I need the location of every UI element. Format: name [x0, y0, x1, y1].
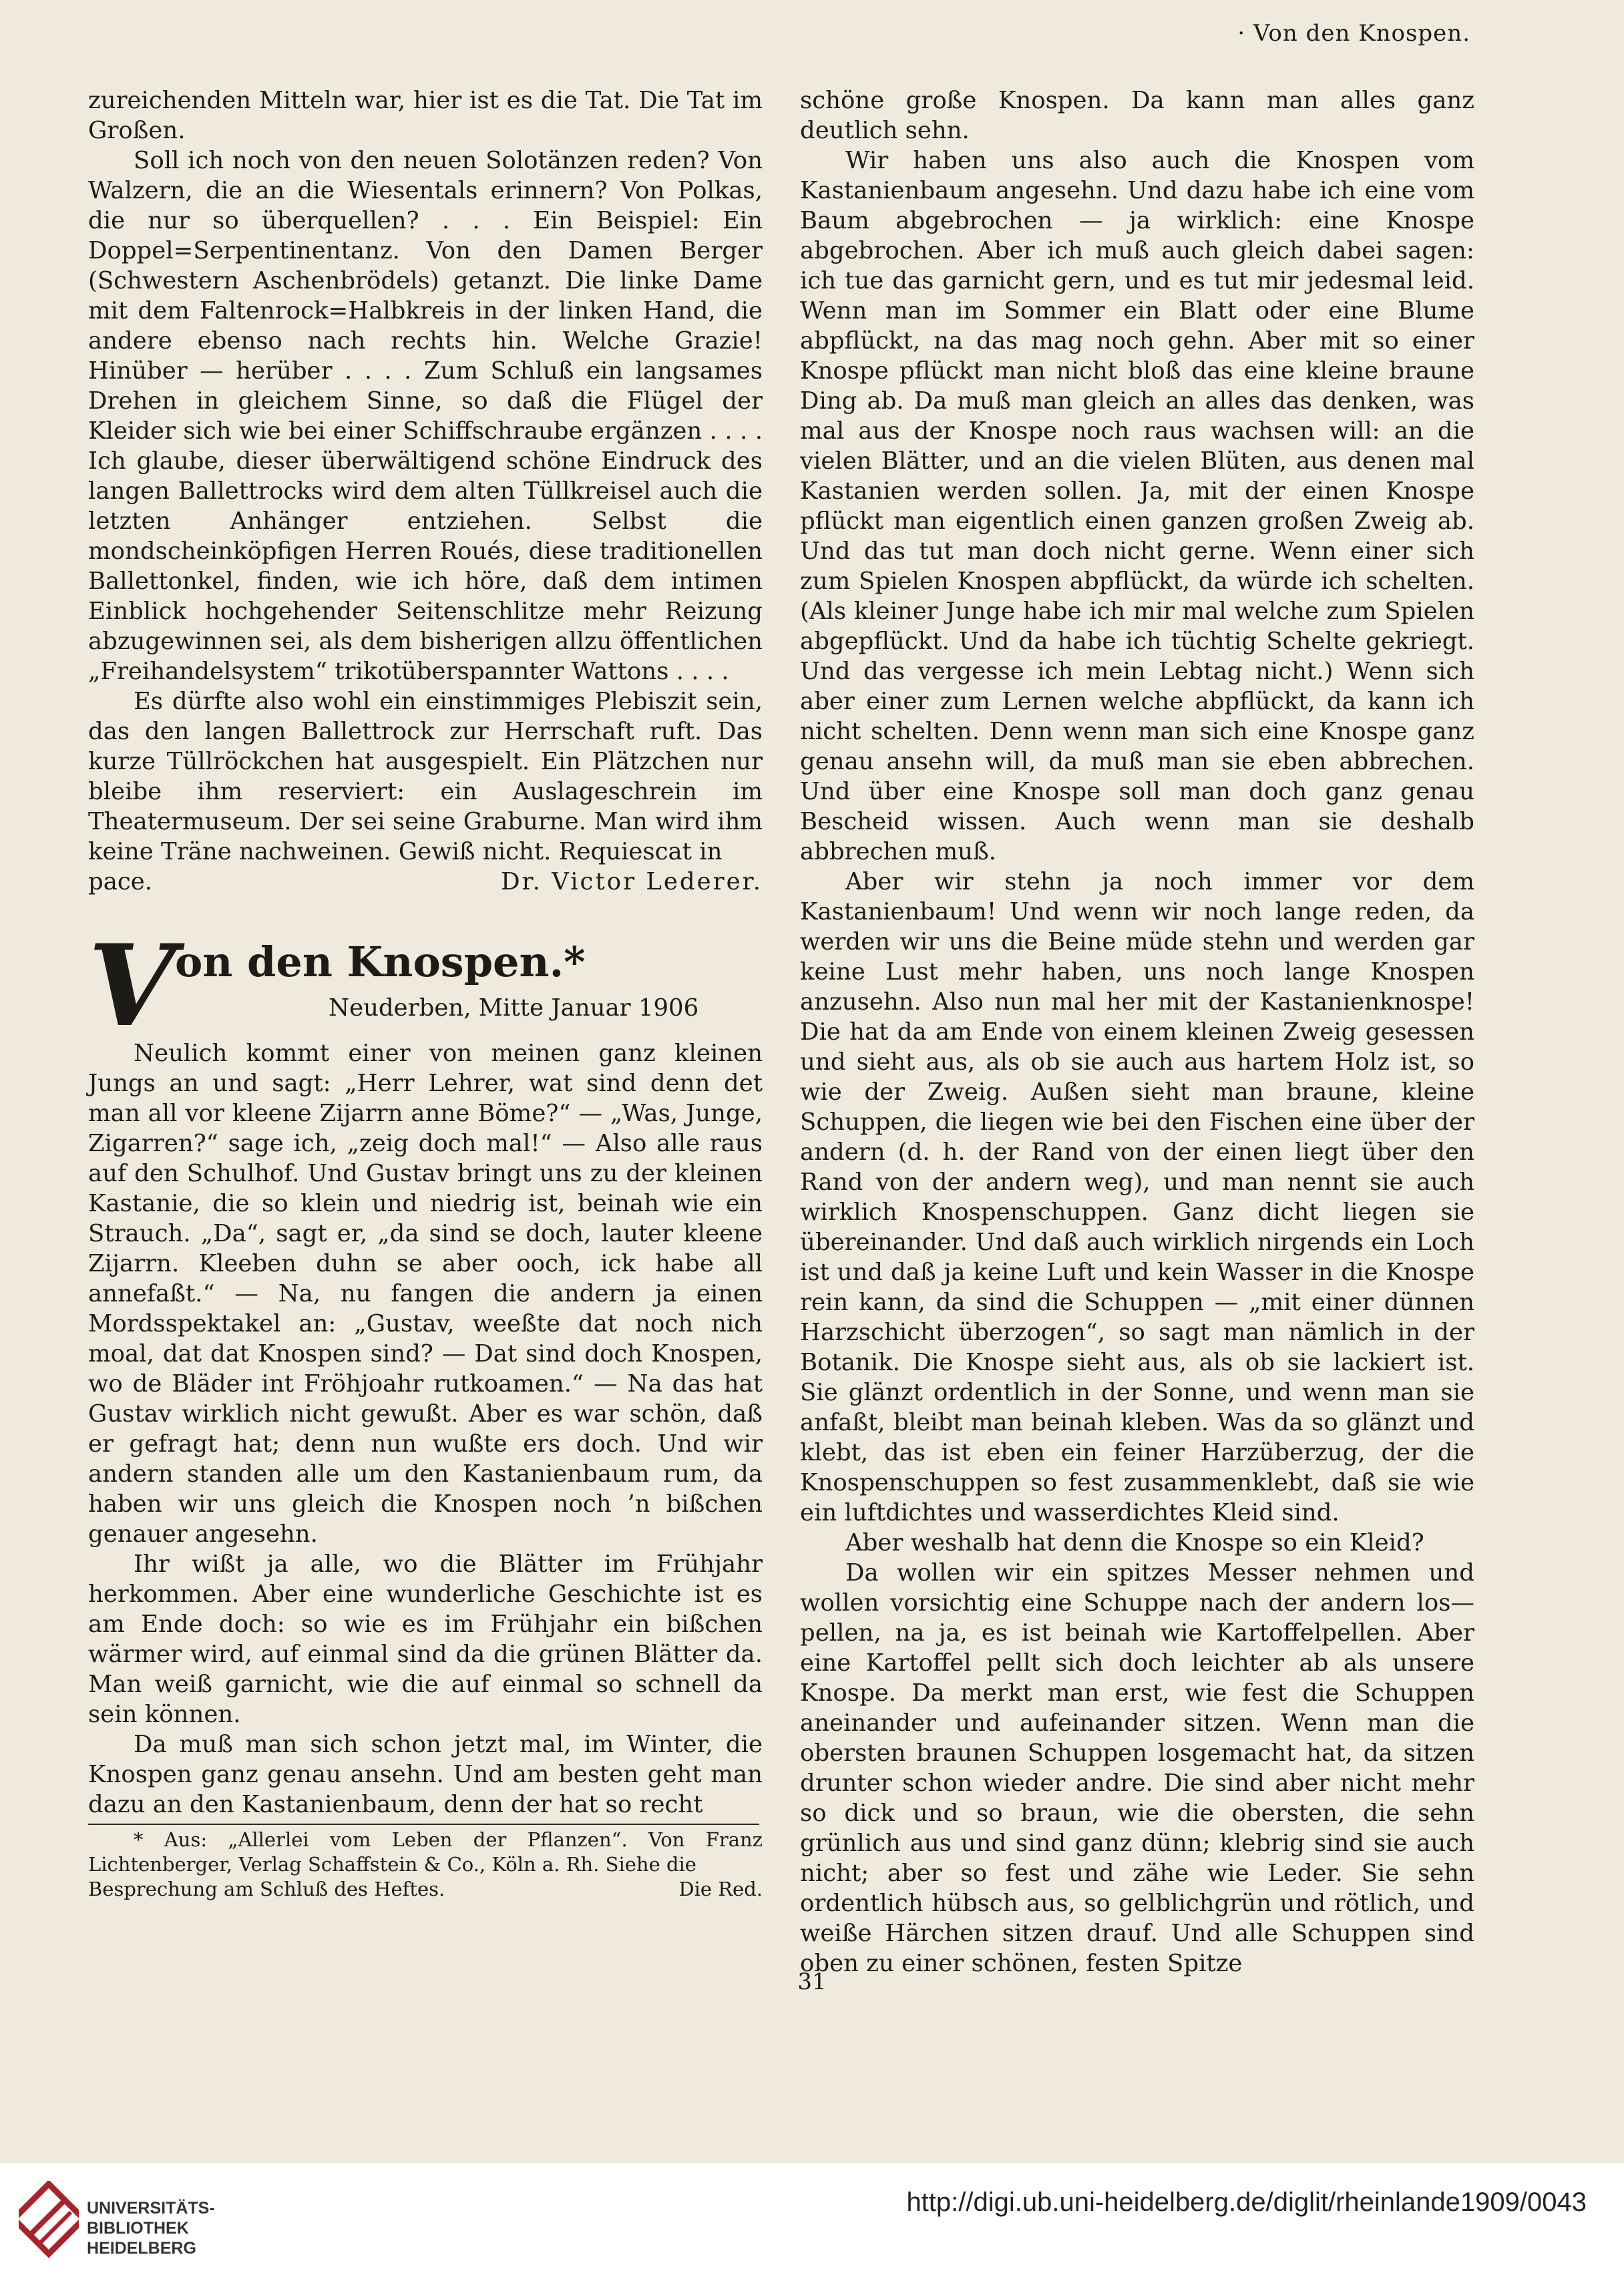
dateline: Neuderben, Mitte Januar 1906 — [329, 994, 699, 1022]
paragraph: Ihr wißt ja alle, wo die Blätter im Frühjahr herkommen. Aber eine wunderliche Geschichte ist es am Ende doch: so wie es im Frühjahr ein bißchen wärmer wird, auf einmal sind da die grünen Blätter da. Man weiß garnicht, wie die auf einmal so schnell da sein können. — [88, 1550, 763, 1728]
footnote — [88, 1828, 763, 1902]
source-url-link[interactable]: http://digi.ub.uni-heidelberg.de/diglit/rheinlande1909/0043 — [906, 2188, 1587, 2217]
university-library-logo-icon — [19, 2181, 79, 2268]
right-column — [800, 85, 1474, 1979]
signature-pace: pace. — [88, 868, 153, 895]
article-title: on den Knospen.* — [175, 938, 586, 986]
running-head: · Von den Knospen. — [1237, 20, 1470, 47]
signature-line — [88, 867, 763, 897]
article-heading — [88, 919, 763, 1052]
author-signature: Dr. Victor Lederer. — [501, 868, 763, 895]
drop-cap: V — [88, 919, 176, 1052]
library-line: HEIDELBERG — [87, 2239, 196, 2258]
footnote-end — [88, 1877, 763, 1902]
paragraph: schöne große Knospen. Da kann man alles ganz deutlich sehn. — [800, 87, 1474, 144]
title-block — [175, 936, 763, 1023]
paragraph: Da muß man sich schon jetzt mal, im Winter, die Knospen ganz genau ansehn. Und am besten geht man dazu an den Kastanienbaum, denn der hat so recht — [88, 1731, 763, 1818]
library-line: UNIVERSITÄTS- — [87, 2199, 215, 2218]
paragraph: Da wollen wir ein spitzes Messer nehmen und wollen vorsichtig eine Schuppe nach der andern los—pellen, na ja, es ist beinah wie Kartoffelpellen. Aber eine Kartoffel pellt sich doch leichter ab als unsere Knospe. Da merkt man erst, wie fest die Schuppen aneinander und aufeinander sitzen. Wenn man die obersten braunen Schuppen losgemacht hat, da sitzen drunter schon wieder andre. Die sind aber nicht mehr so dick und so braun, wie die obersten, die sehn grünlich aus und sind ganz dünn; klebrig sind sie auch nicht; aber so fest und zähe wie Leder. Sie sehn ordentlich hübsch aus, so gelblichgrün und rötlich, und weiße Härchen sitzen drauf. Und alle Schuppen sind oben zu einer schönen, festen Spitze — [800, 1559, 1474, 1977]
library-name — [87, 2198, 215, 2258]
library-line: BIBLIOTHEK — [87, 2219, 189, 2238]
paragraph: Neulich kommt einer von meinen ganz kleinen Jungs an und sagt: „Herr Lehrer, wat sind denn det man all vor kleene Zijarrn anne Böme?“ — „Was, Junge, Zigarren?“ sage ich, „zeig doch mal!“ — Also alle raus auf den Schulhof. Und Gustav bringt uns zu der kleinen Kastanie, die so klein und niedrig ist, beinah wie ein Strauch. „Da“, sagt er, „da sind se doch, lauter kleene Zijarrn. Kleeben duhn se aber ooch, ick habe all annefaßt.“ — Na, nu fangen die andern ja einen Mordsspektakel an: „Gustav, weeßte dat noch nich moal, dat dat Knospen sind? — Dat sind doch Knospen, wo de Bläder int Fröhjoahr rutkoamen.“ — Na das hat Gustav wirklich nicht gewußt. Aber es war schön, daß er gefragt hat; denn nun wußte ers doch. Und wir andern standen alle um den Kastanienbaum rum, da haben wir uns gleich die Knospen noch ’n bißchen genauer angesehn. — [88, 1040, 763, 1548]
paragraph: Wir haben uns also auch die Knospen vom Kastanienbaum angesehn. Und dazu habe ich eine vom Baum abgebrochen — ja wirklich: eine Knospe abgebrochen. Aber ich muß auch gleich dabei sagen: ich tue das garnicht gern, und es tut mir jedesmal leid. Wenn man im Sommer ein Blatt oder eine Blume abpflückt, na das mag noch gehn. Aber mit so einer Knospe pflückt man nicht bloß das eine kleine braune Ding ab. Da muß man gleich an alles das denken, was mal aus der Knospe noch raus wachsen will: an die vielen Blätter, und an die vielen Blüten, aus denen mal Kastanien werden sollen. Ja, mit der einen Knospe pflückt man eigentlich einen ganzen großen Zweig ab. Und das tut man doch nicht gerne. Wenn einer sich zum Spielen Knospen abpflückt, da würde ich schelten. (Als kleiner Junge habe ich mir mal welche zum Spielen abgepflückt. Und da habe ich tüchtig Schelte gekriegt. Und das vergesse ich mein Lebtag nicht.) Wenn sich aber einer zum Lernen welche abpflückt, da kann ich nicht schelten. Denn wenn man sich eine Knospe ganz genau ansehn will, da muß man sie eben abbrechen. Und über eine Knospe soll man doch ganz genau Bescheid wissen. Auch wenn man sie deshalb abbrechen muß. — [800, 147, 1474, 865]
left-column — [88, 85, 763, 1902]
page-number: 31 — [797, 1968, 827, 1995]
paragraph: Aber wir stehn ja noch immer vor dem Kastanienbaum! Und wenn wir noch lange reden, da werden wir uns die Beine müde stehn und werden gar keine Lust mehr haben, uns noch lange Knospen anzusehn. Also nun mal her mit der Kastanienknospe! Die hat da am Ende von einem kleinen Zweig gesessen und sieht aus, als ob sie auch aus hartem Holz ist, so wie der Zweig. Außen sieht man braune, kleine Schuppen, die liegen wie bei den Fischen eine über der andern (d. h. der Rand von der einen liegt über den Rand von der andern weg), und man nennt sie auch wirklich Knospenschuppen. Ganz dicht liegen sie übereinander. Und daß auch wirklich nirgends ein Loch ist und daß ja keine Luft und kein Wasser in die Knospe rein kann, da sind die Schuppen — „mit einer dünnen Harzschicht überzogen“, so sagt man nämlich in der Botanik. Die Knospe sieht aus, als ob sie lackiert ist. Sie glänzt ordentlich in der Sonne, und wenn man sie anfaßt, bleibt man beinah kleben. Was da so glänzt und klebt, das ist eben ein feiner Harzüberzug, der die Knospenschuppen so fest zusammenklebt, daß sie wie ein luftdichtes und wasserdichtes Kleid sind. — [800, 868, 1474, 1526]
footnote-last-line: Besprechung am Schluß des Heftes. — [88, 1878, 445, 1900]
paragraph: Aber weshalb hat denn die Knospe so ein Kleid? — [845, 1529, 1424, 1556]
viewer-footer — [0, 2163, 1624, 2283]
footnote-rule — [88, 1824, 759, 1825]
paragraph: Es dürfte also wohl ein einstimmiges Plebiszit sein, das den langen Ballettrock zur Herrschaft ruft. Das kurze Tüllröckchen hat ausgespielt. Ein Plätzchen nur bleibe ihm reserviert: ein Auslageschrein im Theatermuseum. Der sei seine Graburne. Man wird ihm keine Träne nachweinen. Gewiß nicht. Requiescat in — [88, 688, 763, 865]
paragraph: Soll ich noch von den neuen Solotänzen reden? Von Walzern, die an die Wiesentals erinnern? Von Polkas, die nur so überquellen? . . . Ein Beispiel: Ein Doppel=Serpentinentanz. Von den Damen Berger (Schwestern Aschenbrödels) getanzt. Die linke Dame mit dem Faltenrock=Halbkreis in der linken Hand, die andere ebenso nach rechts hin. Welche Grazie! Hinüber — herüber . . . . Zum Schluß ein langsames Drehen in gleichem Sinne, so daß die Flügel der Kleider sich wie bei einer Schiffschraube ergänzen . . . . Ich glaube, dieser überwältigend schöne Eindruck des langen Ballettrocks wird dem alten Tüllkreisel auch die letzten Anhänger entziehen. Selbst die mondscheinköpfigen Herren Roués, diese traditionellen Ballettonkel, finden, wie ich höre, daß dem intimen Einblick hochgehender Seitenschlitze mehr Reizung abzugewinnen sei, als dem bisherigen allzu öffentlichen „Freihandelsystem“ trikotüberspannter Wattons . . . . — [88, 147, 763, 685]
editor-sign: Die Red. — [678, 1878, 763, 1900]
paragraph: zureichenden Mitteln war, hier ist es die Tat. Die Tat im Großen. — [88, 87, 763, 144]
footnote-text: * Aus: „Allerlei vom Leben der Pflanzen“. Von Franz Lichtenberger, Verlag Schaffstein & Co., Köln a. Rh. Siehe die — [88, 1828, 763, 1876]
